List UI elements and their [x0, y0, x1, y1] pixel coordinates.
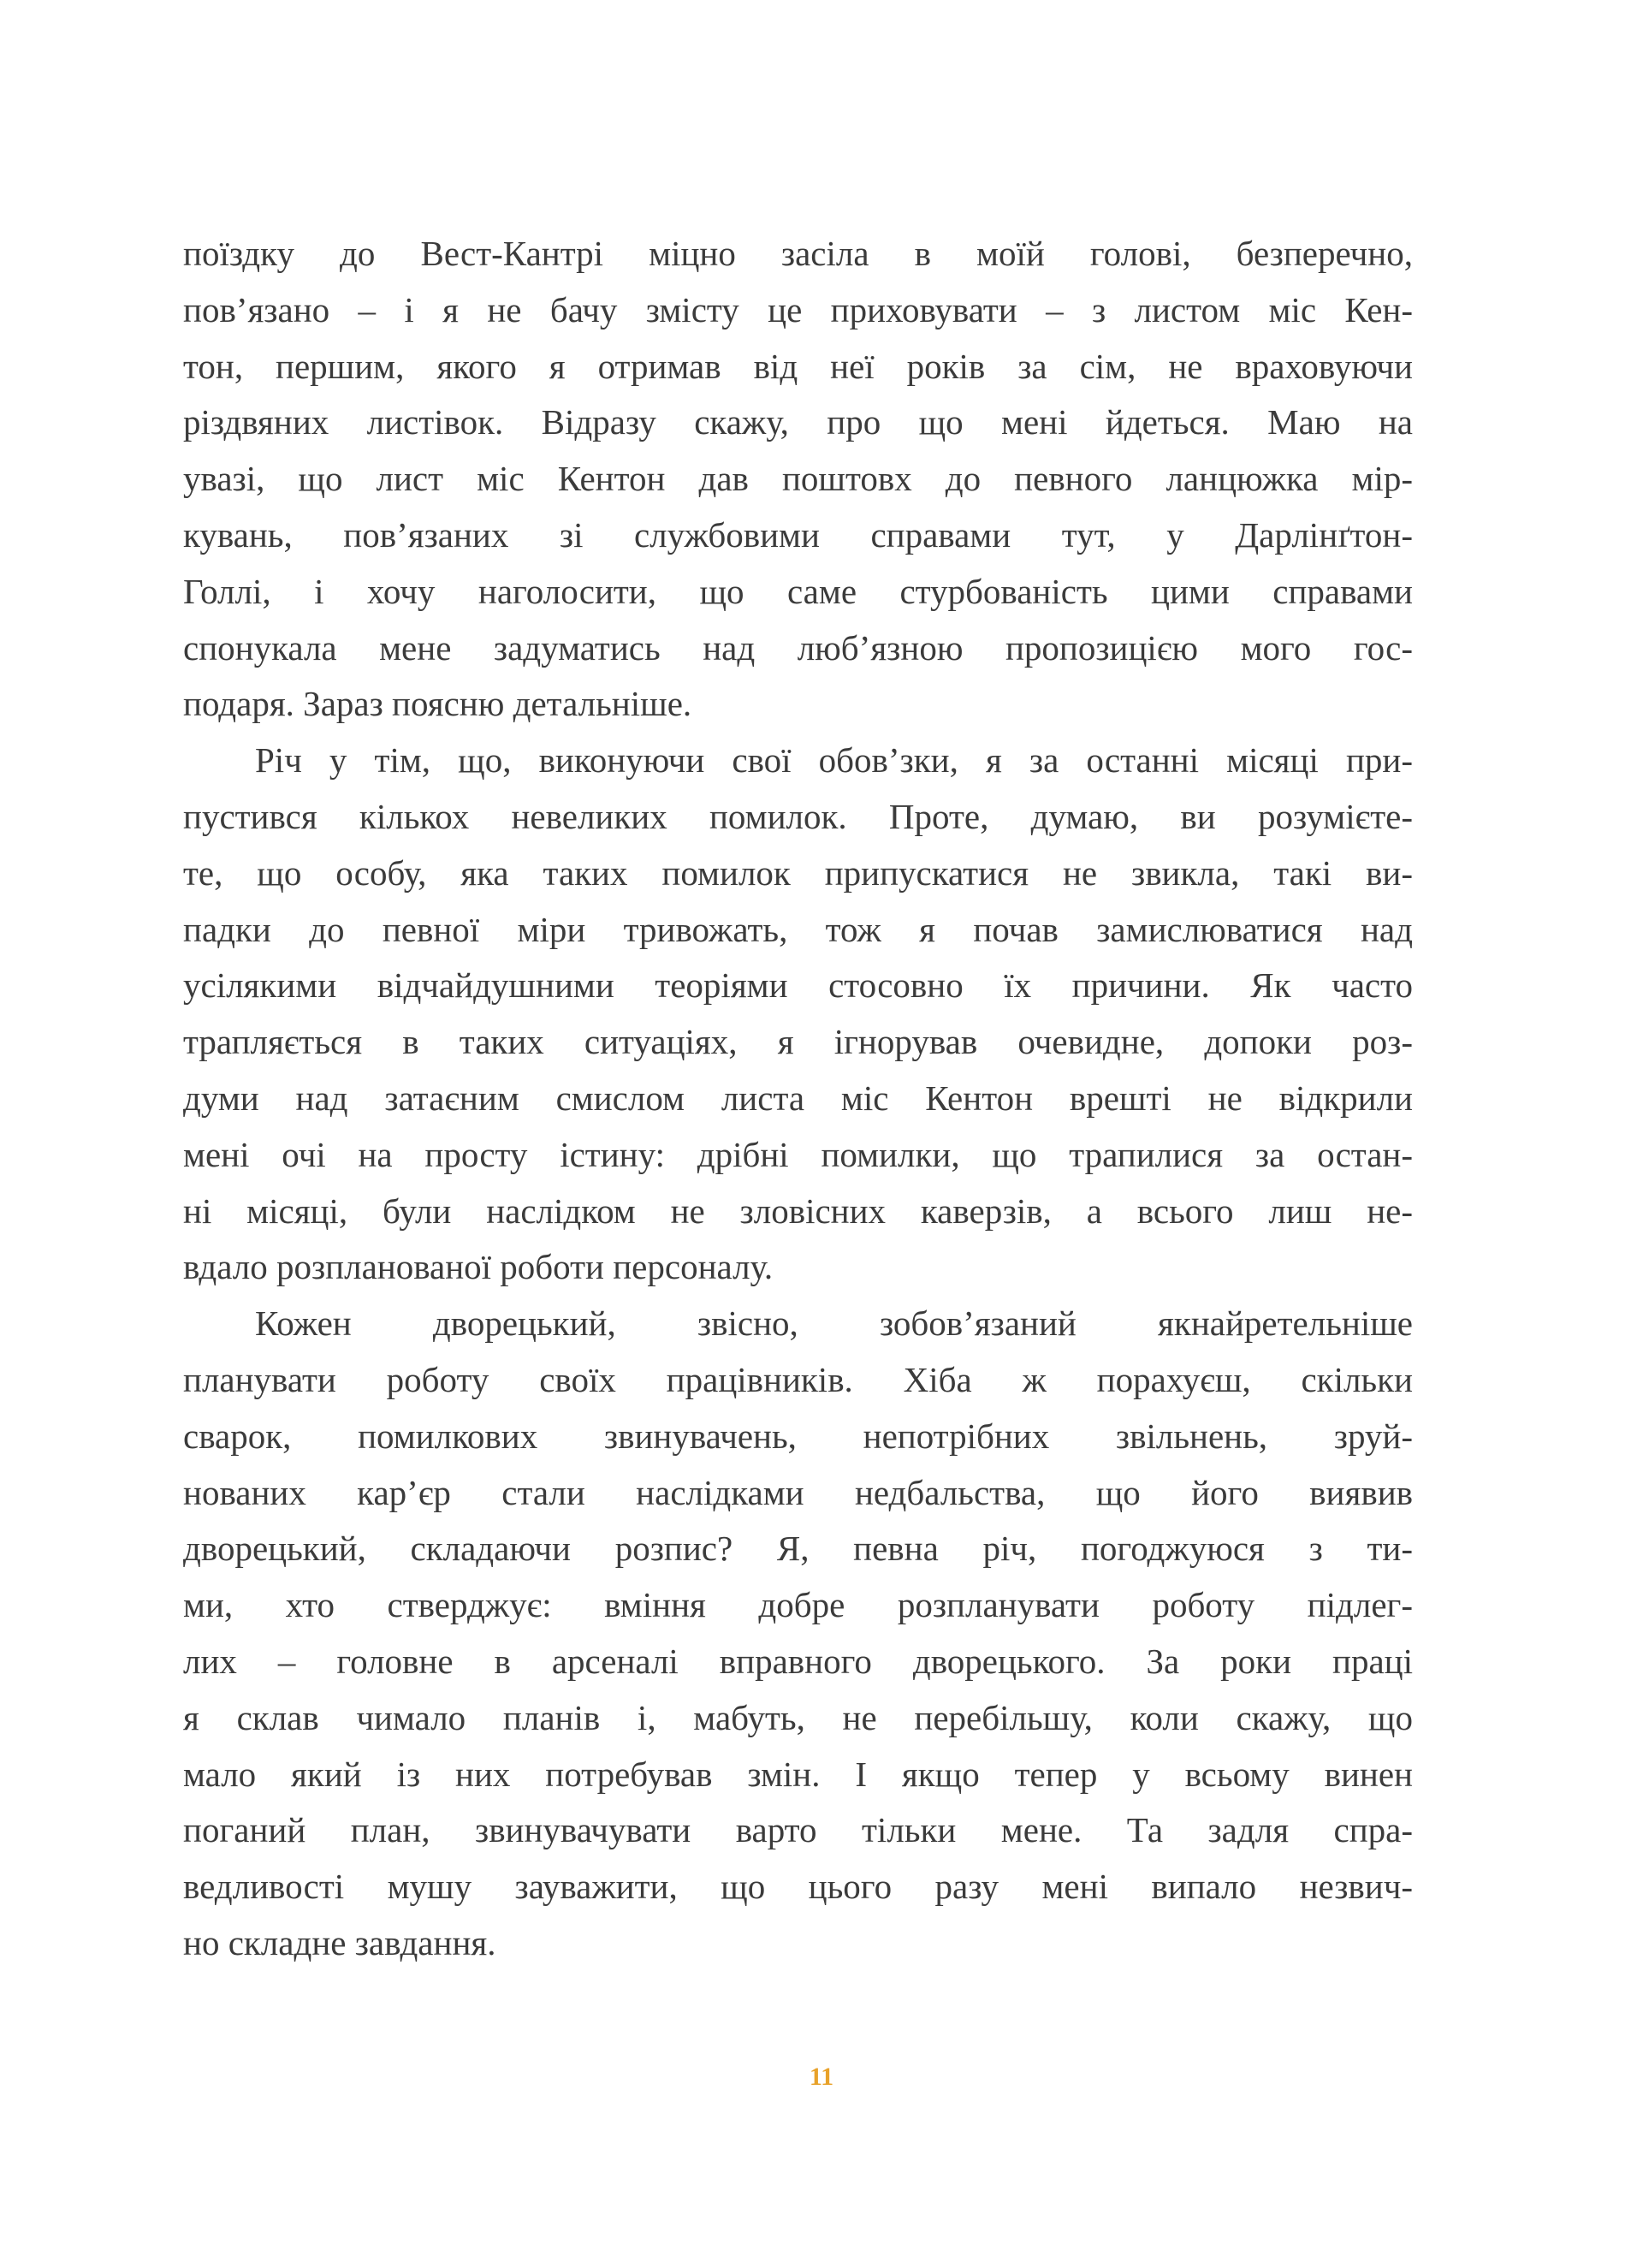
text-line: мені очі на просту істину: дрібні помилки, що трапилися за остан-	[183, 1134, 1413, 1174]
text-line: мало який із них потребував змін. І якщо тепер у всьому винен	[183, 1754, 1413, 1794]
text-line: ведливості мушу зауважити, що цього разу мені випало незвич-	[183, 1867, 1413, 1907]
text-line: пустився кількох невеликих помилок. Проте, думаю, ви розумієте-	[183, 796, 1413, 836]
text-line: думи над затаєним смислом листа міс Кентон врешті не відкрили	[183, 1078, 1413, 1118]
paragraph	[183, 733, 1413, 1296]
text-line: трапляється в таких ситуаціях, я ігнорував очевидне, допоки роз-	[183, 1022, 1413, 1062]
text-line: планувати роботу своїх працівників. Хіба ж порахуєш, скільки	[183, 1359, 1413, 1399]
text-line: падки до певної міри тривожать, тож я почав замислюватися над	[183, 909, 1413, 949]
text-line: пов’язано – і я не бачу змісту це приховувати – з листом міс Кен-	[183, 289, 1413, 330]
text-line: різдвяних листівок. Відразу скажу, про що мені йдеться. Маю на	[183, 402, 1413, 442]
text-line: усілякими відчайдушними теоріями стосовно їх причини. Як часто	[183, 965, 1413, 1006]
text-line: увазі, що лист міс Кентон дав поштовх до певного ланцюжка мір-	[183, 459, 1413, 499]
text-line: Річ у тім, що, виконуючи свої обов’зки, я за останні місяці при-	[255, 740, 1413, 781]
text-line: ми, хто стверджує: вміння добре розпланувати роботу підлег-	[183, 1585, 1413, 1625]
text-line: дворецький, складаючи розпис? Я, певна річ, погоджуюся з ти-	[183, 1529, 1413, 1569]
page-body-text	[183, 226, 1413, 1972]
page-number: 11	[809, 2063, 834, 2091]
text-line: тон, першим, якого я отримав від неї років за сім, не враховуючи	[183, 346, 1413, 386]
text-line: сварок, помилкових звинувачень, непотрібних звільнень, зруй-	[183, 1416, 1413, 1456]
text-line: Голлі, і хочу наголосити, що саме стурбованість цими справами	[183, 571, 1413, 611]
text-line: но складне завдання.	[183, 1922, 496, 1962]
text-line: нованих кар’єр стали наслідками недбальства, що його виявив	[183, 1472, 1413, 1512]
text-line: подаря. Зараз поясню детальніше.	[183, 684, 692, 724]
text-line: кувань, пов’язаних зі службовими справами тут, у Дарлінґтон-	[183, 514, 1413, 555]
text-line: вдало розпланованої роботи персоналу.	[183, 1247, 774, 1287]
text-line: поїздку до Вест-Кантрі міцно засіла в моїй голові, безперечно,	[183, 234, 1413, 273]
text-line: Кожен дворецький, звісно, зобов’язаний якнайретельніше	[255, 1303, 1413, 1344]
text-line: ні місяці, були наслідком не зловісних каверзів, а всього лиш не-	[183, 1190, 1413, 1231]
text-line: те, що особу, яка таких помилок припускатися не звикла, такі ви-	[183, 852, 1413, 893]
paragraph	[183, 1296, 1413, 1972]
text-line: я склав чимало планів і, мабуть, не перебільшу, коли скажу, що	[183, 1697, 1413, 1737]
text-line: поганий план, звинувачувати варто тільки мене. Та задля спра-	[183, 1810, 1413, 1850]
text-line: лих – головне в арсеналі вправного дворецького. За роки праці	[183, 1641, 1413, 1681]
text-line: спонукала мене задуматись над люб’язною пропозицією мого гос-	[183, 627, 1413, 668]
paragraph	[183, 226, 1413, 733]
